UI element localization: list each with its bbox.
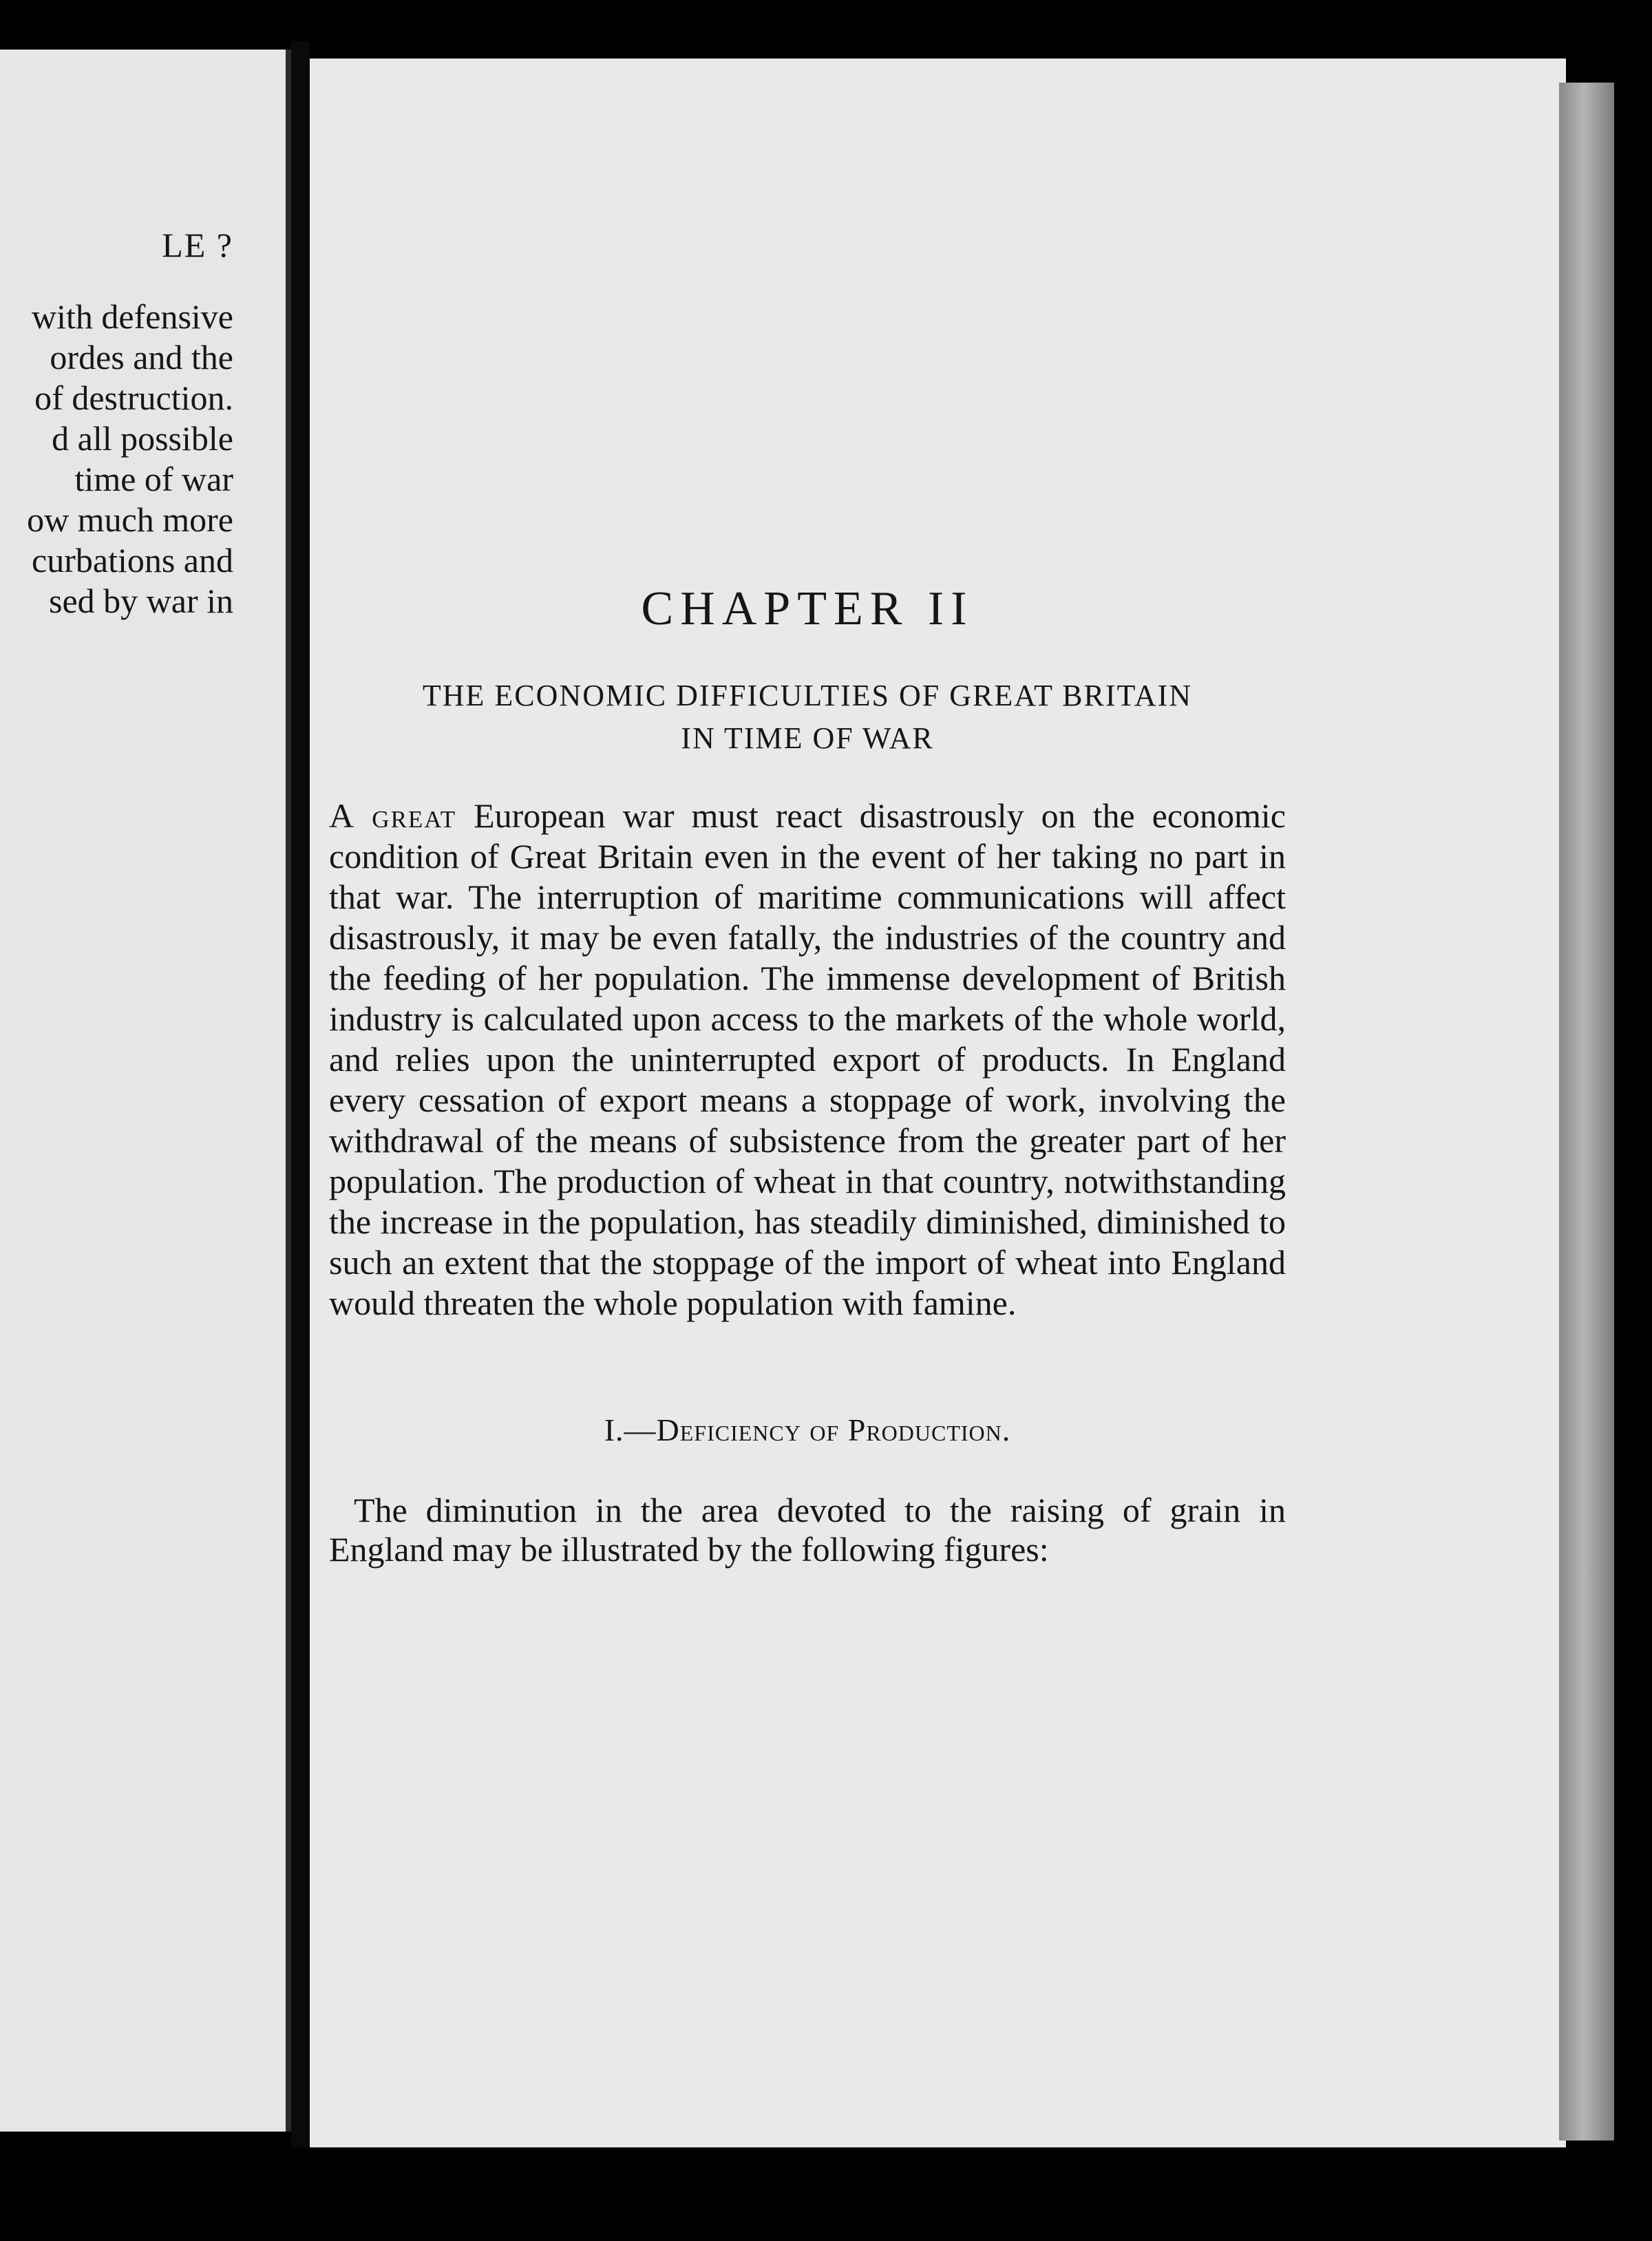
left-page-text xyxy=(0,225,233,622)
left-page xyxy=(0,50,291,2132)
left-line: ordes and the xyxy=(50,338,233,376)
left-line: time of war xyxy=(74,460,233,498)
page-edge xyxy=(1559,83,1614,2141)
left-line: of destruction. xyxy=(34,379,233,417)
left-line: with defensive xyxy=(32,297,233,336)
paragraph-1-lead: A great xyxy=(329,796,457,835)
right-page-content xyxy=(329,520,1286,1604)
paragraph-1-text: European war must react disastrously on the economic condition of Great Britain even in the event of her taking no part in that war. The interruption of maritime communications will affect disastrously, it may be even fatally, the industries of the country and the feeding of her population. The immense development of British industry is calculated upon access to the markets of the whole world, and relies upon the uninterrupted export of products. In England every cessation of export means a stoppage of work, involving the withdrawal of the means of subsistence from the greater part of her population. The production of wheat in that country, notwithstanding the increase in the population, has steadily diminished, diminished to such an extent that the stoppage of the import of wheat into England would threaten the whole population with famine. xyxy=(329,796,1286,1322)
left-heading-fragment: LE ? xyxy=(162,226,233,264)
book-gutter xyxy=(291,41,310,2147)
left-line: curbations and xyxy=(32,541,233,580)
paragraph-2: The diminution in the area devoted to the raising of grain in England may be illustrated by the following figures: xyxy=(329,1491,1286,1569)
chapter-subtitle xyxy=(329,675,1286,760)
chapter-title: CHAPTER II xyxy=(641,582,974,635)
left-line: d all possible xyxy=(52,419,233,458)
left-line: ow much more xyxy=(27,500,233,539)
subtitle-line-1: THE ECONOMIC DIFFICULTIES OF GREAT BRITAIN xyxy=(422,679,1193,712)
paragraph-1 xyxy=(329,796,1286,1324)
left-line: sed by war in xyxy=(49,582,233,620)
section-heading: I.—Deficiency of Production. xyxy=(604,1412,1011,1447)
subtitle-line-2: IN TIME OF WAR xyxy=(681,721,934,755)
